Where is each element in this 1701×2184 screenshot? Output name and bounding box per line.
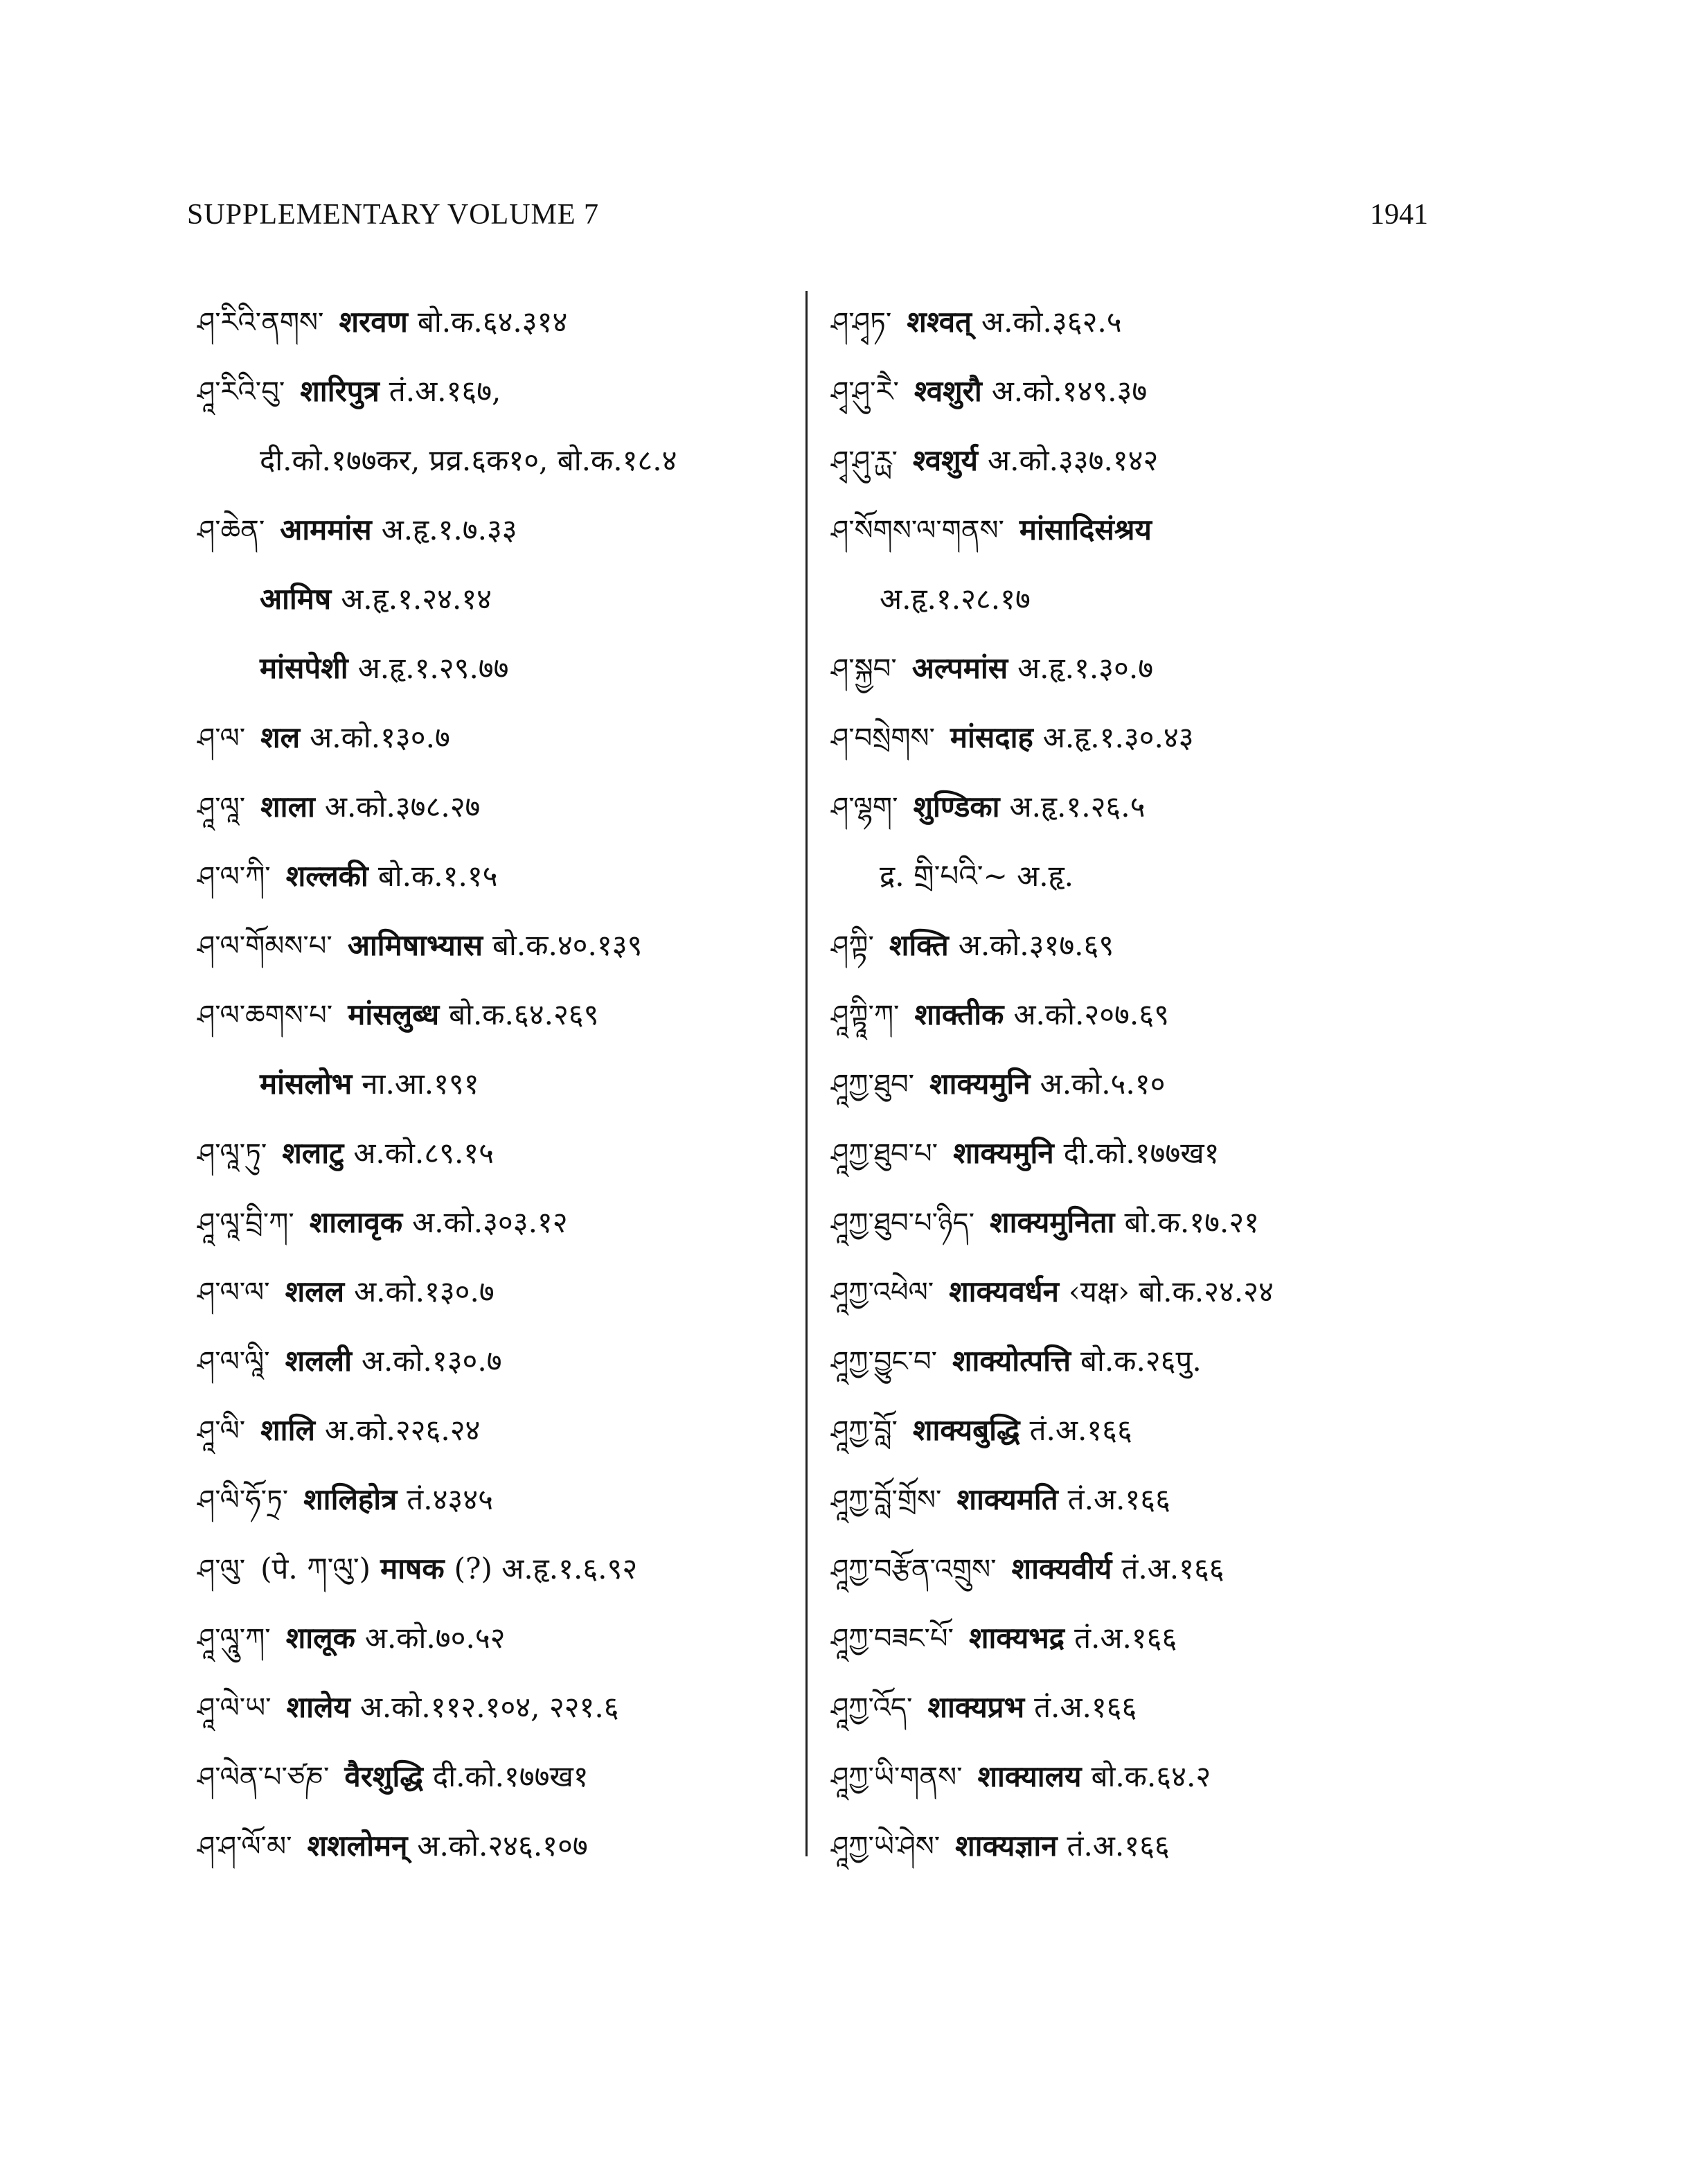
source-reference: अ.हृ.१.२८.१७ [880, 582, 1031, 616]
running-head: SUPPLEMENTARY VOLUME 7 [187, 199, 600, 231]
tibetan-headword: ཤཱ་ལེ་ཡ་ [197, 1692, 271, 1724]
dictionary-entry [831, 703, 1454, 772]
sanskrit-equivalent: शुण्डिका [913, 790, 1000, 824]
dictionary-entry [197, 1811, 800, 1881]
dictionary-entry [831, 1534, 1454, 1604]
sanskrit-equivalent: मांसादिसंश्रय [1019, 513, 1152, 547]
tibetan-headword: ཤ་ལ་ཆགས་པ་ [197, 1000, 333, 1031]
tibetan-headword: ཤཱཀྱ་འོད་ [831, 1692, 913, 1724]
dictionary-entry [197, 357, 800, 426]
sanskrit-equivalent: मांसलोभ [260, 1067, 353, 1101]
tibetan-headword: ཤ་རིའི་ནགས་ [197, 307, 324, 339]
sanskrit-equivalent: मांसपेशी [260, 651, 348, 685]
dictionary-entry [831, 1049, 1454, 1119]
sanskrit-equivalent: शलाटु [282, 1136, 344, 1170]
source-reference: अ.हृ.१.७.३३ [381, 513, 517, 547]
source-reference: अ.को.३१७.६९ [958, 928, 1114, 962]
tibetan-headword: ཤཱ་ལཱ་བྲི་ཀ་ [197, 1207, 294, 1239]
sanskrit-equivalent: शाक्यभद्र [968, 1621, 1065, 1655]
dictionary-entry [197, 772, 800, 842]
sanskrit-equivalent: श्वशुर्य [912, 443, 979, 477]
tibetan-headword: ཤ་བསྲེགས་ [831, 722, 935, 754]
dictionary-entry [831, 634, 1454, 703]
source-reference: तं.अ.१६६ [1074, 1621, 1177, 1655]
source-reference: अ.को.३३७.१४२ [988, 443, 1159, 477]
sanskrit-equivalent: शारिपुत्र [300, 374, 380, 408]
dictionary-entry [197, 1188, 800, 1257]
dictionary-entry [197, 1465, 800, 1534]
dictionary-entry [197, 1673, 800, 1742]
source-reference: अ.को.१३०.७ [310, 720, 450, 754]
source-reference: अ.को.७०.५२ [364, 1621, 506, 1655]
dictionary-entry [831, 1326, 1454, 1396]
sanskrit-equivalent: शालावृक [309, 1205, 403, 1239]
left-column [197, 287, 800, 1881]
sanskrit-equivalent: शाक्यमुनि [953, 1136, 1054, 1170]
dictionary-entry [197, 287, 800, 357]
sanskrit-equivalent: आमिष [260, 582, 332, 616]
dictionary-entry [831, 1188, 1454, 1257]
source-reference: अ.को.१४९.३७ [991, 374, 1148, 408]
source-reference: अ.हृ.१.२९.७७ [357, 651, 509, 685]
tibetan-headword: ཤཱཀྱ་བརྩོན་འགྲུས་ [831, 1554, 997, 1586]
sanskrit-equivalent: शलली [285, 1344, 352, 1378]
sanskrit-equivalent: शरवण [339, 305, 408, 339]
dictionary-entry [197, 911, 800, 980]
tibetan-headword: ཤ་ལི་ཧོ་ཏྲ་ [197, 1484, 289, 1516]
dictionary-entry [831, 1119, 1454, 1188]
sanskrit-equivalent: मांसदाह [950, 720, 1033, 754]
tibetan-headword: ཤཀྟི་ [831, 930, 874, 962]
dictionary-entry [197, 1326, 800, 1396]
dictionary-entry [197, 1534, 800, 1604]
tibetan-headword: ཤ་ལྷག་ [831, 792, 898, 824]
dictionary-entry [831, 911, 1454, 980]
dictionary-entry [831, 565, 1454, 634]
dictionary-entry [197, 1604, 800, 1673]
dictionary-entry [831, 842, 1454, 911]
tibetan-headword: ཤ་ལ་ [197, 722, 246, 754]
tibetan-headword: ཤ་ཆེན་ [197, 515, 265, 547]
dictionary-entry [197, 495, 800, 565]
sanskrit-equivalent: शलल [285, 1275, 345, 1308]
source-reference: तं.अ.१६६ [1067, 1829, 1170, 1863]
dictionary-entry [831, 1811, 1454, 1881]
dictionary-entry [197, 1396, 800, 1465]
dictionary-entry [831, 357, 1454, 426]
source-reference: ना.आ.१९१ [362, 1067, 479, 1101]
source-reference: अ.हृ.१.२६.५ [1009, 790, 1146, 824]
dictionary-entry [831, 1604, 1454, 1673]
sanskrit-equivalent: शालेय [286, 1690, 350, 1724]
sanskrit-equivalent: अल्पमांस [911, 651, 1008, 685]
sanskrit-equivalent: शल [260, 720, 301, 754]
dictionary-entry [831, 1742, 1454, 1811]
sanskrit-equivalent: आमिषाभ्यास [347, 928, 483, 962]
sanskrit-equivalent: शाक्यमति [956, 1482, 1058, 1516]
sanskrit-equivalent: शाक्यज्ञान [955, 1829, 1058, 1863]
dictionary-entry [831, 772, 1454, 842]
sanskrit-equivalent: शाक्यवर्धन [949, 1275, 1059, 1308]
source-reference: अ.को.१३०.७ [354, 1275, 495, 1308]
source-reference: तं.अ.१६६ [1067, 1482, 1170, 1516]
dictionary-entry [197, 634, 800, 703]
dictionary-entry [197, 1257, 800, 1326]
dictionary-entry [197, 980, 800, 1049]
dictionary-entry [197, 1119, 800, 1188]
source-reference: ‹यक्ष› बो.क.२४.२४ [1068, 1275, 1274, 1308]
dictionary-entry [831, 1257, 1454, 1326]
tibetan-headword: ཤཱཀྱ་ཐུབ་ [831, 1069, 915, 1101]
sanskrit-equivalent: शक्ति [889, 928, 949, 962]
sanskrit-equivalent: शाला [260, 790, 315, 824]
source-reference: दी.को.१७७ख१ [432, 1759, 589, 1793]
tibetan-headword: ཤ་སྐྱབ་ [831, 653, 897, 685]
dictionary-entry [197, 1049, 800, 1119]
right-column [831, 287, 1454, 1881]
tibetan-headword: ཤཱཀྱ་འཕེལ་ [831, 1277, 934, 1308]
source-reference: बो.क.६४.३१४ [417, 305, 568, 339]
sanskrit-equivalent: शाक्यमुनि [929, 1067, 1031, 1101]
source-reference: तं.अ.१६६ [1034, 1690, 1137, 1724]
sanskrit-equivalent: शालूक [285, 1621, 355, 1655]
dictionary-entry [197, 842, 800, 911]
column-divider [805, 291, 808, 1856]
source-reference: (?) अ.हृ.१.६.९२ [454, 1552, 638, 1586]
tibetan-headword: ཤཱཀྱ་ཐུབ་པ་ [831, 1138, 938, 1170]
tibetan-headword: ཤ་ལུ་ [197, 1554, 246, 1586]
tibetan-headword: ཤཱཀྱ་བློ་གྲོས་ [831, 1484, 942, 1516]
tibetan-headword: ཤཱཀྟཱི་ཀ་ [831, 1000, 900, 1031]
sanskrit-equivalent: शालि [260, 1413, 315, 1447]
sanskrit-equivalent: मांसलुब्ध [348, 997, 440, 1031]
tibetan-headword: ཤཱཀྱ་བྱུང་བ་ [831, 1346, 937, 1378]
tibetan-headword: ཤ་ལཱ་ཏུ་ [197, 1138, 267, 1170]
tibetan-headword: ཤ་ལ་ལཱི་ [197, 1346, 270, 1378]
source-reference: अ.को.२४६.१०७ [417, 1829, 588, 1863]
dictionary-entry [831, 1673, 1454, 1742]
source-reference: बो.क.६४.२६९ [449, 997, 599, 1031]
source-reference: बो.क.४०.१३९ [492, 928, 643, 962]
tibetan-headword: ཤ་ཤ་ལོ་མ་ [197, 1831, 292, 1863]
sanskrit-equivalent: शाक्यवीर्य [1011, 1552, 1112, 1586]
source-reference: तं.४३४५ [407, 1482, 493, 1516]
sanskrit-equivalent: श्वशुरौ [914, 374, 982, 408]
tibetan-headword: ཤཱ་ལི་ [197, 1415, 246, 1447]
source-reference: अ.को.१३०.७ [361, 1344, 502, 1378]
dictionary-entry [197, 426, 800, 495]
sanskrit-equivalent: आममांस [280, 513, 372, 547]
dictionary-entry [831, 426, 1454, 495]
source-reference: तं.अ.१६६ [1029, 1413, 1132, 1447]
page-header [187, 198, 1428, 240]
source-reference: बो.क.१७.२१ [1124, 1205, 1259, 1239]
source-reference: अ.को.२०७.६९ [1013, 997, 1169, 1031]
source-reference: अ.हृ.१.३०.७ [1017, 651, 1154, 685]
source-reference: बो.क.२६पु. [1080, 1344, 1202, 1378]
tibetan-headword: ཤཱཀྱ་ཡི་གནས་ [831, 1761, 963, 1793]
tibetan-headword: ཤ་སོགས་ལ་གནས་ [831, 515, 1004, 547]
sanskrit-equivalent: शाक्यप्रभ [927, 1690, 1025, 1724]
tibetan-headword: ཤ་ལ་ལ་ [197, 1277, 270, 1308]
source-reference: दी.को.१७७ख१ [1063, 1136, 1220, 1170]
sanskrit-equivalent: शालिहोत्र [303, 1482, 398, 1516]
source-reference: अ.को.११२.१०४, २२१.६ [359, 1690, 619, 1724]
source-reference: अ.को.५.१० [1040, 1067, 1166, 1101]
source-reference: द्र. གྲི་པའི་~ अ.हृ. [880, 859, 1074, 893]
tibetan-headword: ཤ་ལེན་པ་ཙཎ་ [197, 1761, 330, 1793]
tibetan-headword: ཤྭ་ཤུ་ཪྻ་ [831, 445, 898, 477]
source-reference: अ.को.३७८.२७ [324, 790, 481, 824]
tibetan-headword: ཤ་ཤྭཏ་ [831, 307, 892, 339]
variant-note: (पे. ཀ་ལུ་) [260, 1552, 371, 1586]
source-reference: तं.अ.१६७, [389, 374, 501, 408]
dictionary-entry [831, 495, 1454, 565]
tibetan-headword: ཤཱཀྱ་བཟང་པོ་ [831, 1623, 954, 1655]
tibetan-headword: ཤཱཀྱ་བློ་ [831, 1415, 898, 1447]
sanskrit-equivalent: माषक [380, 1552, 445, 1586]
source-reference: तं.अ.१६६ [1121, 1552, 1224, 1586]
dictionary-entry [831, 287, 1454, 357]
source-reference: अ.को.८९.१५ [353, 1136, 494, 1170]
tibetan-headword: ཤཱ་ལཱ་ [197, 792, 246, 824]
sanskrit-equivalent: शाक्यालय [977, 1759, 1082, 1793]
sanskrit-equivalent: शशलोमन् [307, 1829, 408, 1863]
sanskrit-equivalent: शाक्यमुनिता [990, 1205, 1115, 1239]
source-reference: अ.को.२२६.२४ [324, 1413, 481, 1447]
source-reference: दी.को.१७७कर, प्रव्र.६क१०, बो.क.१८.४ [260, 443, 677, 477]
source-reference: अ.हृ.१.३०.४३ [1042, 720, 1194, 754]
dictionary-entry [831, 1396, 1454, 1465]
tibetan-headword: ཤཱ་རིའི་བུ་ [197, 376, 285, 408]
sanskrit-equivalent: शाक्यबुद्धि [912, 1413, 1020, 1447]
tibetan-headword: ཤྭ་ཤུ་རཻ་ [831, 376, 899, 408]
dictionary-entry [197, 565, 800, 634]
source-reference: अ.को.३०३.१२ [412, 1205, 568, 1239]
source-reference: अ.हृ.१.२४.१४ [341, 582, 492, 616]
sanskrit-equivalent: शल्लकी [285, 859, 368, 893]
page-number: 1941 [1370, 199, 1428, 231]
dictionary-entry [197, 1742, 800, 1811]
sanskrit-equivalent: शाक्तीक [914, 997, 1004, 1031]
dictionary-entry [197, 703, 800, 772]
tibetan-headword: ཤཱ་ལཱུ་ཀ་ [197, 1623, 271, 1655]
tibetan-headword: ཤ་ལ་གོམས་པ་ [197, 930, 332, 962]
dictionary-entry [831, 980, 1454, 1049]
tibetan-headword: ཤཱཀྱ་ཐུབ་པ་ཉིད་ [831, 1207, 975, 1239]
dictionary-entry [831, 1465, 1454, 1534]
tibetan-headword: ཤ་ལ་ཀི་ [197, 861, 271, 893]
sanskrit-equivalent: वैरशुद्धि [344, 1759, 423, 1793]
tibetan-headword: ཤཱཀྱ་ཡེ་ཤེས་ [831, 1831, 941, 1863]
source-reference: बो.क.६४.२ [1091, 1759, 1211, 1793]
sanskrit-equivalent: शाक्योत्पत्ति [952, 1344, 1071, 1378]
sanskrit-equivalent: शश्वत् [907, 305, 972, 339]
source-reference: अ.को.३६२.५ [981, 305, 1122, 339]
source-reference: बो.क.१.१५ [377, 859, 498, 893]
